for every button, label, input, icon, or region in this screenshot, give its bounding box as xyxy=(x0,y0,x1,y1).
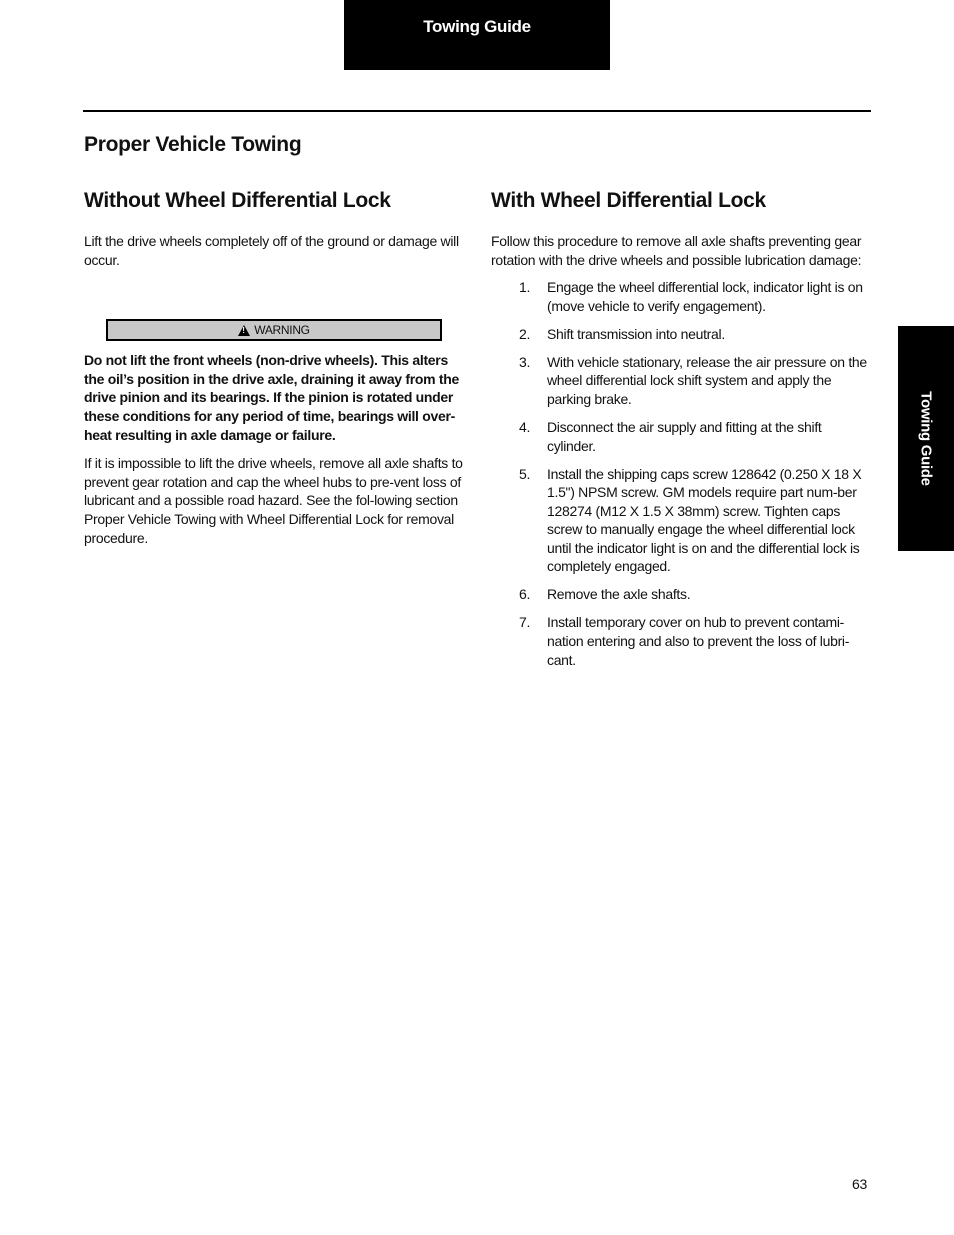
list-item xyxy=(491,465,871,577)
step-text: Install the shipping caps screw 128642 (0.250 X 18 X 1.5") NPSM screw. GM models require part num-ber 128274 (M12 X 1.5 X 38mm) screw. Tighten caps screw to manually engage the wheel differential lock until the indicator light is on and the differential lock is completely engaged. xyxy=(547,465,862,575)
page-number: 63 xyxy=(852,1176,867,1192)
header-tab xyxy=(344,0,610,70)
step-number: 6. xyxy=(519,586,531,603)
step-number: 1. xyxy=(519,279,531,296)
step-text: Remove the axle shafts. xyxy=(547,586,691,603)
list-item xyxy=(491,418,871,455)
step-number: 5. xyxy=(519,465,531,482)
list-item xyxy=(491,278,871,315)
list-item xyxy=(491,325,871,344)
warning-icon xyxy=(238,325,250,336)
step-number: 4. xyxy=(519,418,531,435)
right-intro: Follow this procedure to remove all axle shafts preventing gear rotation with the drive wheels and possible lubrication damage: xyxy=(491,233,862,268)
side-tab-label: Towing Guide xyxy=(917,391,935,486)
warning-banner xyxy=(106,319,442,341)
list-item xyxy=(491,353,871,409)
page-title: Proper Vehicle Towing xyxy=(84,133,302,156)
step-number: 2. xyxy=(519,325,531,342)
left-heading: Without Wheel Differential Lock xyxy=(84,189,391,212)
header-tab-label: Towing Guide xyxy=(423,17,531,36)
step-text: Install temporary cover on hub to prevent contami-nation entering and also to prevent the loss of lubri-cant. xyxy=(547,614,850,668)
list-item xyxy=(491,613,871,669)
left-column xyxy=(84,188,464,547)
right-heading: With Wheel Differential Lock xyxy=(491,189,766,212)
warning-label: WARNING xyxy=(254,323,310,338)
warning-text: Do not lift the front wheels (non-drive wheels). This alters the oil’s position in the drive axle, draining it away from the drive pinion and its bearings. If the pinion is rotated under these conditions for any period of time, bearings will over-heat resulting in axle damage or failure. xyxy=(84,352,459,443)
step-text: Engage the wheel differential lock, indicator light is on (move vehicle to verify engagement). xyxy=(547,279,863,314)
steps-list xyxy=(491,278,871,669)
left-intro: Lift the drive wheels completely off of the ground or damage will occur. xyxy=(84,233,459,268)
step-number: 7. xyxy=(519,614,531,631)
list-item xyxy=(491,585,871,604)
left-body: If it is impossible to lift the drive wheels, remove all axle shafts to prevent gear rotation and cap the wheel hubs to pre-vent loss of lubricant and a possible road hazard. See the fol-lowing section Proper Vehicle Towing with Wheel Differential Lock for removal procedure. xyxy=(84,455,463,546)
step-text: With vehicle stationary, release the air pressure on the wheel differential lock shift system and apply the parking brake. xyxy=(547,353,867,407)
step-number: 3. xyxy=(519,353,531,370)
step-text: Disconnect the air supply and fitting at the shift cylinder. xyxy=(547,418,822,454)
right-column xyxy=(491,188,871,679)
header-rule xyxy=(83,110,871,112)
side-tab xyxy=(898,326,954,551)
step-text: Shift transmission into neutral. xyxy=(547,325,725,342)
